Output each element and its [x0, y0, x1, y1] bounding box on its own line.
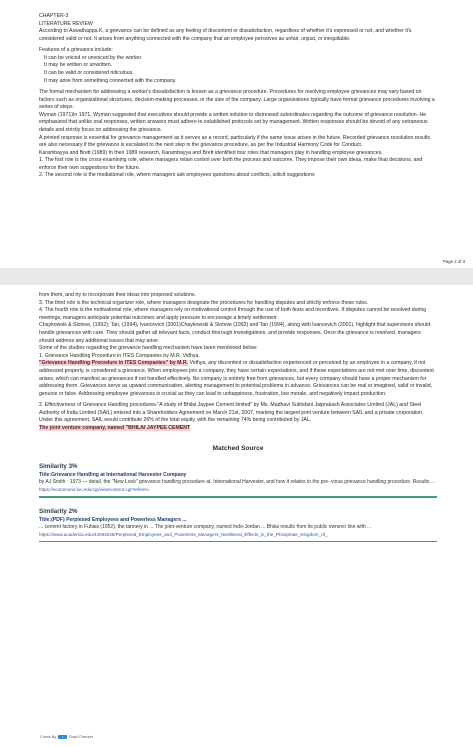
- feature-item: It may be written or unwritten.: [44, 62, 113, 69]
- paragraph: from them, and try to incorporate their ideas into proposed solutions.: [39, 292, 196, 298]
- paragraph: According to Aswathappa.K, a grievance can be defined as any feeling of discontent or dissatisfaction, regardless of whether it's expressed or not, and whether it's considered valid or not. It arises from anything connected with the company that an employee perceives as unfair, unjust, or inequitable.: [39, 28, 412, 42]
- page-number: Page 2 of 3: [443, 259, 465, 264]
- source-divider: [39, 541, 437, 543]
- title-prefix: Title:: [39, 516, 52, 523]
- paragraph: [39, 360, 437, 398]
- paragraph-text: Vidhya, any discontent or dissatisfaction experienced or perceived by an employee in a company, if not addressed properly, is considered a grievance. When employees join a company, they have certain expectations, and if these expectations are not met over time, discontent arises, which can manifest as grievances if not handled effectively. No company is entirely free from grievances, but every company should have a proper mechanism for addressing them. Grievances serve as upward communication, alerting management to potential problems in advance. Grievances can be real or imagined, valid or invalid, genuine or false. Addressing employee grievances is crucial as they can lead to unhappiness, frustration, low morale, and negatively impact production.: [39, 360, 434, 397]
- dupli-checker-logo-icon: ✓: [58, 735, 67, 739]
- feature-item: It may arise from something connected with the company.: [44, 77, 177, 84]
- document-page-1: [0, 0, 473, 268]
- chapter-label: CHAPTER-3: [39, 13, 69, 19]
- source-url-link[interactable]: https://www.academia.edu/44084548/Perplexed_Employees_and_Powerless_Managers_Neoliberal_Effects_in_the_Phosphate_Kingdom_of_: [39, 531, 328, 537]
- highlighted-match: "Grievance Handling Procedure in ITES Companies" by M.R.: [39, 360, 189, 367]
- matched-source-title: Matched Source: [212, 445, 264, 453]
- source-snippet: ... cement factory in Fuhais (1952), the tannery in ... The joint-venture company, named Indo-Jordan ... Bhilai results from its public owners! line with ...: [39, 523, 372, 530]
- title-prefix: Title:: [39, 472, 52, 479]
- paragraph: Karambayya and Brett (1989) In their 1989 research, Karambayya and Brett identified four roles that managers play in handling employee grievances.: [39, 149, 383, 156]
- similarity-score: Similarity 3%: [39, 463, 78, 471]
- feature-item: It can be voiced or unvoiced by the worker.: [44, 54, 143, 61]
- source-divider: [39, 496, 437, 498]
- paragraph: Wyman (1971)In 1971, Wyman suggested that executives should provide a written solution to distressed subordinates regarding the outcome of grievance resolution. He emphasized that unlike oral responses, written answers must adhere to established protocols set by management. Written responses should be devoid of any extraneous details and strictly focus on addressing the grievance.: [39, 111, 428, 133]
- paragraph: 1. The first role is the cross-examining role, where managers retain control over both the process and outcome. They impose their own ideas, make final decisions, and enforce their own suggestions for the future.: [39, 157, 423, 171]
- paragraph: 2. The second role is the mediational role, where managers ask employees questions about conflicts, solicit suggestions: [39, 172, 315, 179]
- similarity-score: Similarity 2%: [39, 507, 78, 515]
- source-title-text[interactable]: Grievance Handling at International Harvester Company: [51, 472, 187, 479]
- matched-source-item: [39, 508, 437, 542]
- paragraph: 2. Effectiveness of Grievance Handling procedures-"A study of Bhilai Jaypee Cement limited" by Ms. Madhavi Sukhdani Jaiprakash Associates Limited (JAL) and Steel Authority of India Limited (SAIL) entered into a Shareholders Agreement on March 21st, 2007, marking the largest joint venture between SAIL and a private corporation. Under this agreement, SAIL would contribute 26% of the total equity, with the remaining 74% being contributed by JAL.: [39, 402, 424, 424]
- paragraph: [39, 425, 437, 433]
- source-title[interactable]: [39, 472, 437, 479]
- matched-source-item: [39, 463, 437, 497]
- footer-brand: Dupli Checker: [69, 735, 94, 739]
- feature-item: It can be valid or considered ridiculous.: [44, 69, 134, 76]
- footer: [40, 735, 93, 739]
- footer-label: Check By: [40, 735, 57, 739]
- document-page-2: [0, 285, 473, 747]
- paragraph: The formal mechanism for addressing a worker's dissatisfaction is known as a grievance procedure. Procedures for resolving employee grievances may vary based on factors such as organizational structures, decision-making processes, or the size of the company. Large organizations typically have formal grievance procedures involving a series of steps.: [39, 88, 435, 111]
- paragraph: 1. Grievance Handling Procedure in ITES Companies by M.R. Vidhya.: [39, 352, 200, 359]
- highlighted-match: The joint venture company, named "BHILAI JAYPEE CEMENT: [39, 424, 191, 431]
- paragraph: 3. The third role is the technical organizer role, where managers designate the procedures for handling disputes and strictly enforce those rules.: [39, 299, 369, 306]
- source-title-text[interactable]: (PDF) Perplexed Employees and Powerless Managers ...: [51, 516, 187, 523]
- paragraph: A printed response is essential for grievance management as it serves as a record, particularly if the same issue arises in the future. Recorded grievance resolution results are also necessary if the grievance is escalated to the next step in the grievance procedure, as per the Industrial Harmony Code for Conduct.: [39, 134, 430, 149]
- paragraph: Some of the studies regarding the grievance handling mechanism have been mentioned below:: [39, 345, 258, 352]
- section-title: LITERATURE REVIEW: [39, 20, 93, 27]
- paragraph: 4. The fourth role is the motivational role, where managers rely on motivational control through the use of both fears and incentives. If disputes cannot be resolved during meetings, managers anticipate potential outcomes and apply pressure to encourage a timely settlement: [39, 307, 427, 321]
- page-separator: [0, 268, 473, 285]
- paragraph: Chaykowski & Slotsve, (1992); Tan, (1994), Ivancevich (2001)Chaykowski & Slotsve (1992) and Tan (1994), along with Ivancevich (2001), highlight that supervisors should handle grievances with care. They should gather all relevant facts, conduct thorough investigations, and provide responses. Once the grievance is resolved, managers should address any additional issues that may arise: [39, 322, 431, 344]
- source-title[interactable]: [39, 517, 437, 524]
- source-url-link[interactable]: https://ecommons.luc.edu/cgi/viewcontent.cgi?referer=: [39, 487, 150, 493]
- features-heading: Features of a grievance include:: [39, 47, 113, 54]
- source-snippet: by AJ Smith · 1973 — detail, the "New Look" grievance handling procedure at. International Harvester, and how it relates to the pre- vious grievance handling procedure. Results ...: [39, 479, 435, 486]
